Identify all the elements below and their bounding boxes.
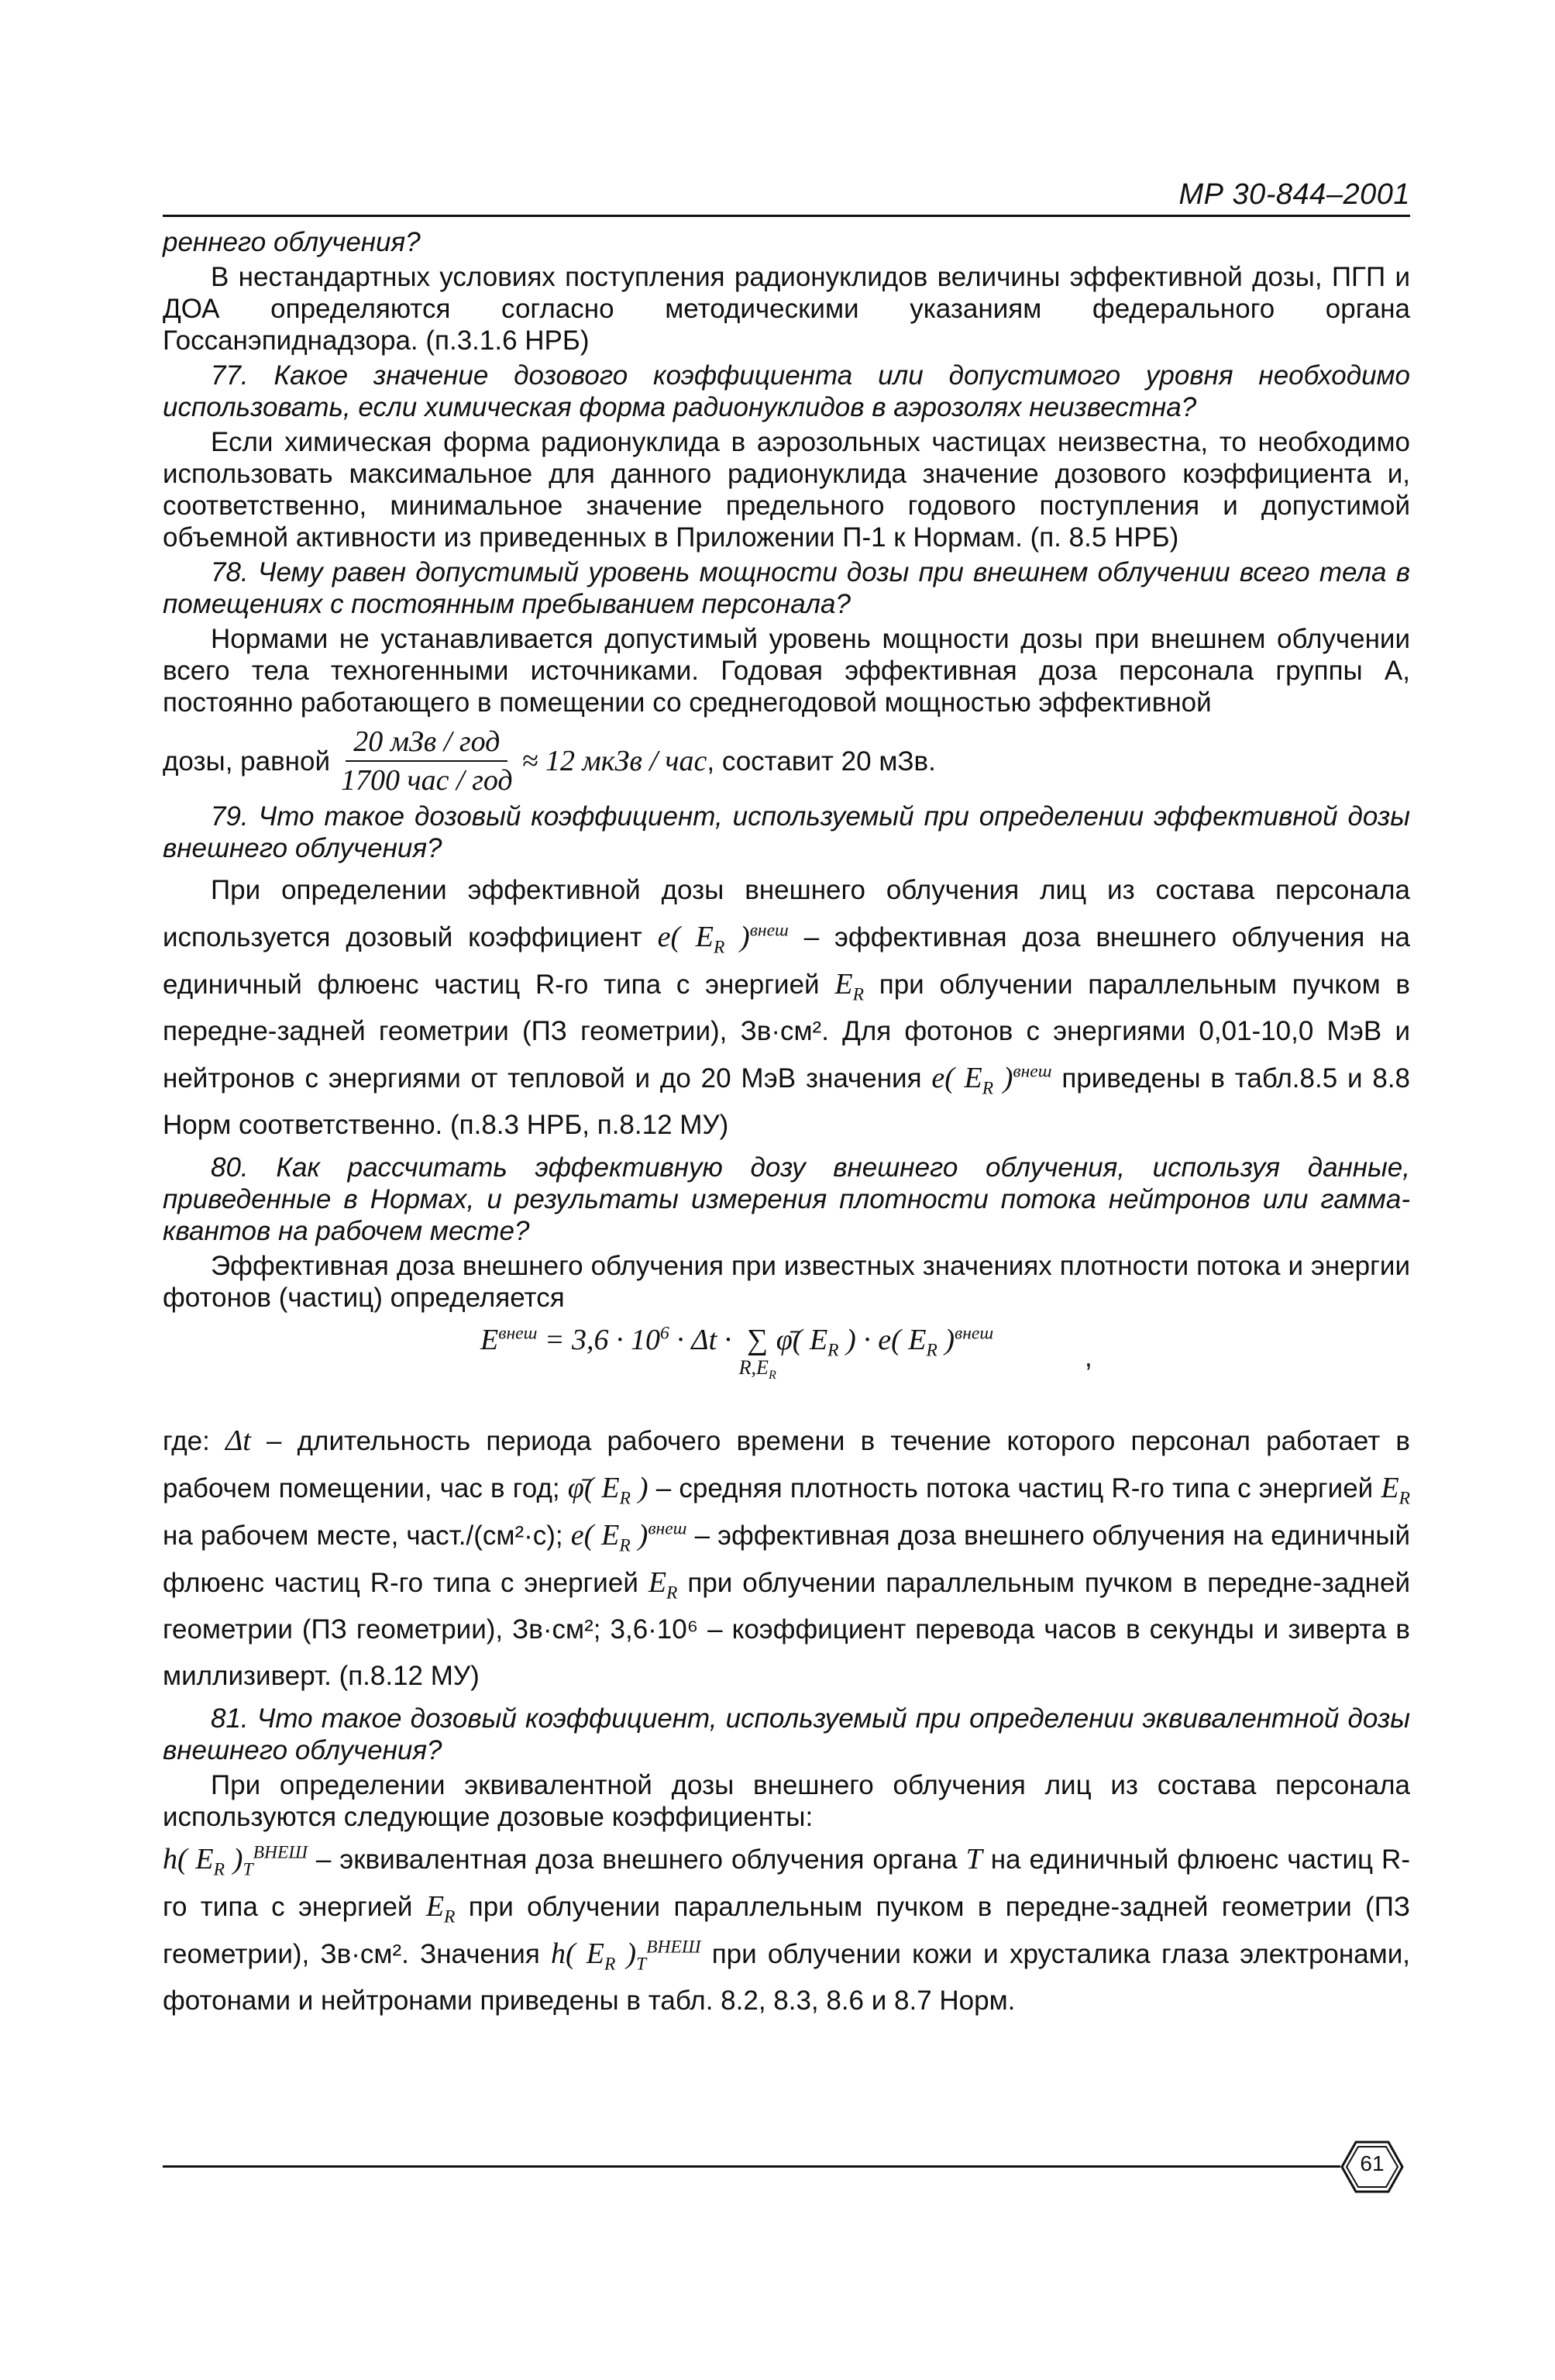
dose-rate-fraction (341, 725, 513, 797)
energy-symbol: $E_R$ (1381, 1472, 1410, 1509)
effective-dose-formula (163, 1324, 1410, 1410)
h-coefficient-symbol: h( $E_R$ )$_T^{ВНЕШ}$ (163, 1842, 308, 1880)
fraction-suffix: , составит 20 мЗв. (707, 746, 936, 777)
question-77: 77. Какое значение дозового коэффициента или допустимого уровня необходимо использовать, если химическая форма радионуклидов в аэрозолях неизвестна? (163, 360, 1410, 422)
footer-rule (163, 2165, 1340, 2168)
header-rule (163, 215, 1410, 217)
answer-81: При определении эквивалентной дозы внешнего облучения лиц из состава персонала используются следующие дозовые коэффициенты: (163, 1770, 1410, 1832)
fraction-prefix: дозы, равной (163, 746, 331, 777)
flux-symbol: φ̄( $E_R$ ) (567, 1472, 648, 1509)
equivalent-dose-coefficient: h( $E_R$ )$_T^{ВНЕШ}$ – эквивалентная доза внешнего облучения органа T на единичный флюенс частиц R-го типа с энергией $E_R$ при облучении параллельным пучком в передне-задней геометрии (ПЗ геометрии), Зв·см². Значения h( $E_R$ )$_T^{ВНЕШ}$ при облучении кожи и хрусталика глаза электронами, фотонами и нейтронами приведены в табл. 8.2, 8.3, 8.6 и 8.7 Норм. (163, 1842, 1411, 2016)
page-header (163, 178, 1410, 217)
energy-symbol: $E_R$ (648, 1566, 678, 1603)
question-continuation: реннего облучения? (163, 227, 421, 257)
formula-comma: , (1085, 1342, 1092, 1373)
delta-t-symbol: Δt (225, 1424, 251, 1457)
answer-77: Если химическая форма радионуклида в аэрозольных частицах неизвестна, то необходимо использовать максимальное для данного радионуклида значение дозового коэффициента и, соответственно, минимальное значение предельного годового поступления и допустимой объемной активности из приведенных в Приложении П-1 к Нормам. (п. 8.5 НРБ) (163, 427, 1410, 553)
energy-symbol: $E_R$ (425, 1890, 456, 1927)
fraction-denominator: 1700 час / год (341, 764, 513, 797)
organ-symbol: T (965, 1843, 982, 1875)
page-number-badge (1340, 2139, 1404, 2195)
answer-paragraph: В нестандартных условиях поступления радионуклидов величины эффективной дозы, ПГП и ДОА определяются согласно методическими указаниям федерального органа Госсанэпиднадзора. (п.3.1.6 НРБ) (163, 262, 1410, 356)
energy-symbol: $E_R$ (834, 968, 864, 1005)
dose-rate-fraction-line (163, 725, 1410, 797)
answer-80: Эффективная доза внешнего облучения при известных значениях плотности потока и энергии фотонов (частиц) определяется (163, 1251, 1410, 1313)
fraction-numerator: 20 мЗв / год (346, 725, 507, 762)
document-code: МР 30-844–2001 (1178, 178, 1410, 211)
dose-coefficient-symbol: e( $E_R$ )$^{внеш}$ (931, 1061, 1052, 1099)
h-coefficient-symbol: h( $E_R$ )$_T^{ВНЕШ}$ (551, 1937, 701, 1975)
formula-expression: $E^{внеш} = 3,6 \cdot 10^6 \cdot \Delta t$ · ∑ $R,E_R$ φ̄( $E_R$ ) · e( $E_R$ )$^{внеш}$ (480, 1323, 994, 1383)
page-body (163, 226, 1410, 2027)
question-80: 80. Как рассчитать эффективную дозу внешнего облучения, используя данные, приведенные в Нормах, и результаты измерения плотности потока нейтронов или гамма-квантов на рабочем месте? (163, 1152, 1410, 1246)
page-number: 61 (1360, 2151, 1385, 2175)
question-79: 79. Что такое дозовый коэффициент, используемый при определении эффективной дозы внешнего облучения? (163, 801, 1410, 863)
answer-79: При определении эффективной дозы внешнего облучения лиц из состава персонала используется дозовый коэффициент e( $E_R$ )$^{внеш}$ – эффективная доза внешнего облучения на единичный флюенс частиц R-го типа с энергией $E_R$ при облучении параллельным пучком в передне-задней геометрии (ПЗ геометрии), Зв·см². Для фотонов с энергиями 0,01-10,0 МэВ и нейтронов с энергиями от тепловой и до 20 МэВ значения e( $E_R$ )$^{внеш}$ приведены в табл.8.5 и 8.8 Норм соответственно. (п.8.3 НРБ, п.8.12 МУ) (163, 875, 1411, 1140)
question-81: 81. Что такое дозовый коэффициент, используемый при определении эквивалентной дозы внешнего облучения? (163, 1703, 1410, 1765)
dose-coefficient-symbol: e( $E_R$ )$^{внеш}$ (657, 920, 789, 958)
sum-sign: ∑ (747, 1324, 769, 1356)
answer-78: Нормами не устанавливается допустимый уровень мощности дозы при внешнем облучении всего тела техногенными источниками. Годовая эффективная доза персонала группы А, постоянно работающего в помещении со среднегодовой мощностью эффективной (163, 624, 1410, 718)
formula-explanation: где: Δt – длительность периода рабочего времени в течение которого персонал работает в рабочем помещении, час в год; φ̄( $E_R$ ) – средняя плотность потока частиц R-го типа с энергией $E_R$ на рабочем месте, част./(см²·с); e( $E_R$ )$^{внеш}$ – эффективная доза внешнего облучения на единичный флюенс частиц R-го типа с энергией $E_R$ при облучении параллельным пучком в передне-задней геометрии (ПЗ геометрии), Зв·см²; 3,6·10⁶ – коэффициент перевода часов в секунды и зиверта в миллизиверт. (п.8.12 МУ) (163, 1424, 1411, 1691)
question-78: 78. Чему равен допустимый уровень мощности дозы при внешнем облучении всего тела в помещениях с постоянным пребыванием персонала? (163, 557, 1410, 619)
fraction-result: ≈ 12 мкЗв / час (521, 744, 707, 777)
dose-coefficient-symbol: e( $E_R$ )$^{внеш}$ (570, 1518, 687, 1556)
